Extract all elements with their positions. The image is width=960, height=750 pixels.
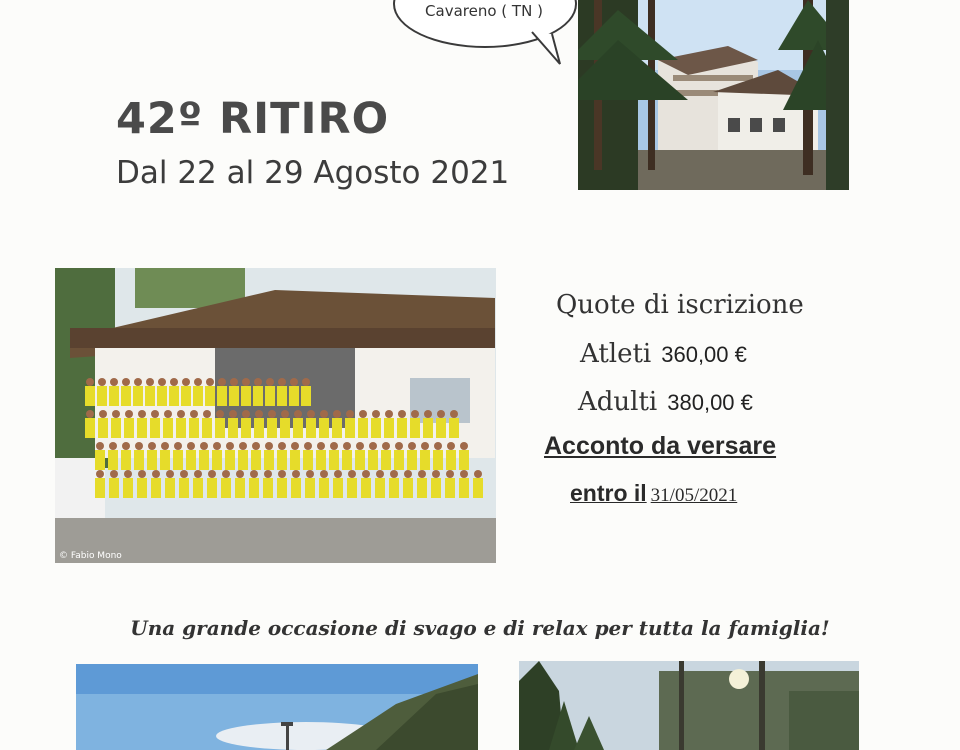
person-body [193, 386, 203, 406]
person-body [176, 418, 186, 438]
person-head [174, 442, 182, 450]
person-head [320, 410, 328, 418]
person-body [264, 450, 274, 470]
fees-heading: Quote di iscrizione [556, 290, 804, 320]
person-head [112, 410, 120, 418]
person-body [333, 478, 343, 498]
person-head [125, 410, 133, 418]
person-body [251, 450, 261, 470]
person-body [108, 450, 118, 470]
person-body [449, 418, 459, 438]
speech-bubble-tail [530, 30, 570, 66]
person-body [147, 450, 157, 470]
person-head [278, 470, 286, 478]
person-body [157, 386, 167, 406]
person-head [190, 410, 198, 418]
person-body [303, 450, 313, 470]
person-body [436, 418, 446, 438]
person-body [253, 386, 263, 406]
person-body [347, 478, 357, 498]
person-body [95, 450, 105, 470]
person-head [450, 410, 458, 418]
person-body [289, 386, 299, 406]
person-head [268, 410, 276, 418]
person-body [345, 418, 355, 438]
group-photo [55, 268, 496, 563]
person-body [217, 386, 227, 406]
person-head [242, 410, 250, 418]
person-head [122, 378, 130, 386]
person-body [123, 478, 133, 498]
person-body [163, 418, 173, 438]
person-head [278, 378, 286, 386]
person-head [161, 442, 169, 450]
person-body [85, 386, 95, 406]
person-body [371, 418, 381, 438]
person-body [459, 450, 469, 470]
person-head [254, 378, 262, 386]
person-body [97, 386, 107, 406]
person-head [346, 410, 354, 418]
person-head [151, 410, 159, 418]
person-head [216, 410, 224, 418]
person-body [431, 478, 441, 498]
person-body [202, 418, 212, 438]
person-body [151, 478, 161, 498]
person-head [265, 442, 273, 450]
person-head [110, 378, 118, 386]
person-head [390, 470, 398, 478]
person-head [236, 470, 244, 478]
person-head [200, 442, 208, 450]
person-body [109, 386, 119, 406]
person-body [445, 478, 455, 498]
person-body [342, 450, 352, 470]
person-head [418, 470, 426, 478]
person-head [398, 410, 406, 418]
person-head [138, 410, 146, 418]
person-body [291, 478, 301, 498]
person-head [252, 442, 260, 450]
person-body [407, 450, 417, 470]
person-body [109, 478, 119, 498]
person-head [86, 378, 94, 386]
person-body [133, 386, 143, 406]
person-head [229, 410, 237, 418]
person-head [385, 410, 393, 418]
person-body [189, 418, 199, 438]
person-body [181, 386, 191, 406]
person-body [165, 478, 175, 498]
person-head [320, 470, 328, 478]
person-head [474, 470, 482, 478]
person-body [145, 386, 155, 406]
person-head [411, 410, 419, 418]
person-body [277, 478, 287, 498]
deposit-label: Acconto da versare [544, 432, 777, 460]
person-body [277, 386, 287, 406]
person-body [173, 450, 183, 470]
person-head [304, 442, 312, 450]
person-head [166, 470, 174, 478]
person-body [305, 478, 315, 498]
person-head [146, 378, 154, 386]
person-head [292, 470, 300, 478]
person-body [134, 450, 144, 470]
person-body [420, 450, 430, 470]
person-body [249, 478, 259, 498]
forest-photo [519, 661, 859, 750]
person-head [135, 442, 143, 450]
person-body [319, 418, 329, 438]
person-body [332, 418, 342, 438]
person-head [356, 442, 364, 450]
person-body [459, 478, 469, 498]
person-body [215, 418, 225, 438]
person-head [230, 378, 238, 386]
person-body [124, 418, 134, 438]
person-body [111, 418, 121, 438]
person-body [358, 418, 368, 438]
person-head [376, 470, 384, 478]
person-head [242, 378, 250, 386]
person-body [121, 386, 131, 406]
person-head [213, 442, 221, 450]
person-body [277, 450, 287, 470]
person-head [170, 378, 178, 386]
person-head [395, 442, 403, 450]
person-body [473, 478, 483, 498]
person-head [180, 470, 188, 478]
fee-value-adults: 380,00 € [667, 390, 753, 415]
person-head [124, 470, 132, 478]
person-head [302, 378, 310, 386]
person-body [433, 450, 443, 470]
person-head [290, 378, 298, 386]
photo-watermark: © Fabio Mono [59, 551, 122, 561]
person-body [85, 418, 95, 438]
person-body [319, 478, 329, 498]
fee-row-adults [578, 387, 753, 417]
person-head [330, 442, 338, 450]
person-body [265, 386, 275, 406]
person-head [187, 442, 195, 450]
person-body [394, 450, 404, 470]
person-body [98, 418, 108, 438]
person-head [291, 442, 299, 450]
person-head [408, 442, 416, 450]
person-body [241, 386, 251, 406]
person-head [99, 410, 107, 418]
person-head [460, 470, 468, 478]
person-head [158, 378, 166, 386]
person-head [372, 410, 380, 418]
person-head [138, 470, 146, 478]
person-body [384, 418, 394, 438]
person-body [160, 450, 170, 470]
person-body [293, 418, 303, 438]
person-body [238, 450, 248, 470]
person-body [263, 478, 273, 498]
person-body [205, 386, 215, 406]
person-head [307, 410, 315, 418]
bubble-location-text: Cavareno ( TN ) [425, 2, 543, 20]
person-head [86, 410, 94, 418]
person-head [424, 410, 432, 418]
person-head [109, 442, 117, 450]
person-head [306, 470, 314, 478]
person-head [208, 470, 216, 478]
person-head [98, 378, 106, 386]
person-head [333, 410, 341, 418]
person-head [317, 442, 325, 450]
tagline: Una grande occasione di svago e di relax per tutta la famiglia! [130, 616, 830, 640]
person-head [177, 410, 185, 418]
person-head [421, 442, 429, 450]
person-body [403, 478, 413, 498]
person-head [152, 470, 160, 478]
person-body [212, 450, 222, 470]
person-body [417, 478, 427, 498]
person-head [266, 378, 274, 386]
person-head [362, 470, 370, 478]
person-head [110, 470, 118, 478]
person-body [254, 418, 264, 438]
hotel-photo [578, 0, 849, 190]
person-body [389, 478, 399, 498]
person-head [447, 442, 455, 450]
person-body [207, 478, 217, 498]
person-head [432, 470, 440, 478]
person-body [137, 418, 147, 438]
person-body [381, 450, 391, 470]
person-head [369, 442, 377, 450]
person-head [434, 442, 442, 450]
person-head [348, 470, 356, 478]
person-head [281, 410, 289, 418]
person-head [359, 410, 367, 418]
person-head [264, 470, 272, 478]
person-body [316, 450, 326, 470]
person-head [96, 442, 104, 450]
deadline-line [570, 480, 737, 507]
fee-label-adults: Adulti [578, 387, 658, 417]
person-head [239, 442, 247, 450]
person-head [96, 470, 104, 478]
person-body [186, 450, 196, 470]
person-body [229, 386, 239, 406]
person-body [446, 450, 456, 470]
person-body [179, 478, 189, 498]
person-head [194, 470, 202, 478]
person-body [368, 450, 378, 470]
person-body [423, 418, 433, 438]
person-head [226, 442, 234, 450]
person-body [355, 450, 365, 470]
person-body [301, 386, 311, 406]
person-head [218, 378, 226, 386]
person-head [446, 470, 454, 478]
person-head [194, 378, 202, 386]
person-body [199, 450, 209, 470]
person-head [343, 442, 351, 450]
person-head [278, 442, 286, 450]
person-body [95, 478, 105, 498]
person-head [255, 410, 263, 418]
event-title: 42º RITIRO [116, 94, 390, 144]
person-body [361, 478, 371, 498]
person-body [193, 478, 203, 498]
person-head [250, 470, 258, 478]
person-body [329, 450, 339, 470]
person-body [137, 478, 147, 498]
event-dates: Dal 22 al 29 Agosto 2021 [116, 155, 510, 191]
person-head [404, 470, 412, 478]
person-body [169, 386, 179, 406]
person-head [134, 378, 142, 386]
person-head [206, 378, 214, 386]
person-head [182, 378, 190, 386]
person-head [222, 470, 230, 478]
person-head [460, 442, 468, 450]
person-body [121, 450, 131, 470]
person-body [397, 418, 407, 438]
person-head [122, 442, 130, 450]
person-body [290, 450, 300, 470]
person-head [437, 410, 445, 418]
person-body [150, 418, 160, 438]
person-body [225, 450, 235, 470]
fee-value-athletes: 360,00 € [661, 342, 747, 367]
person-head [203, 410, 211, 418]
valley-photo [76, 664, 478, 750]
person-body [375, 478, 385, 498]
person-body [235, 478, 245, 498]
person-body [221, 478, 231, 498]
fee-label-athletes: Atleti [580, 339, 652, 369]
deadline-date: 31/05/2021 [650, 485, 738, 506]
person-body [306, 418, 316, 438]
person-head [148, 442, 156, 450]
person-head [382, 442, 390, 450]
fee-row-athletes [580, 339, 747, 369]
person-body [228, 418, 238, 438]
person-head [294, 410, 302, 418]
person-body [241, 418, 251, 438]
person-body [280, 418, 290, 438]
person-head [164, 410, 172, 418]
deadline-label: entro il [570, 480, 647, 506]
person-head [334, 470, 342, 478]
person-body [267, 418, 277, 438]
person-body [410, 418, 420, 438]
